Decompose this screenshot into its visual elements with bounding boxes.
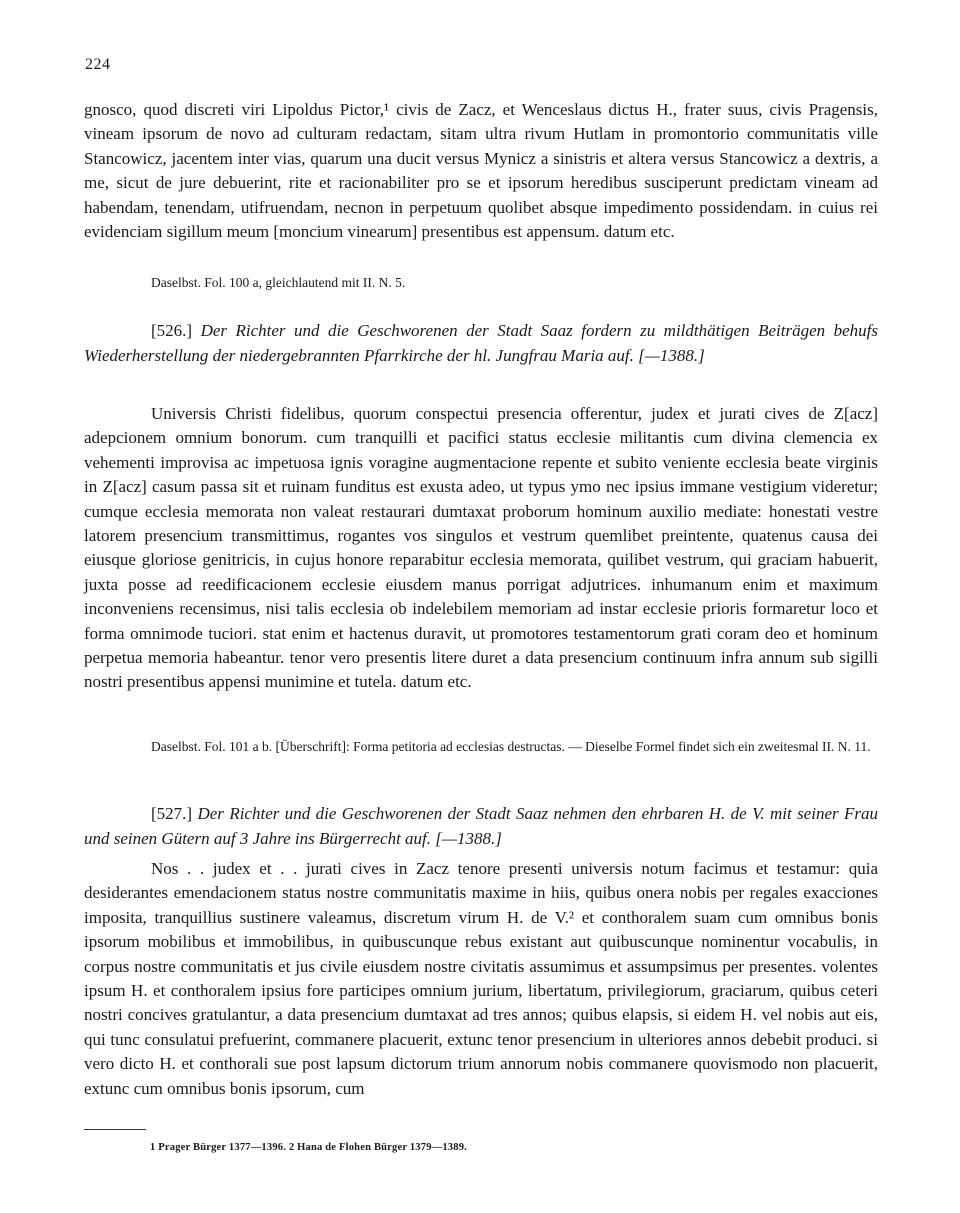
- heading-text: [84, 801, 878, 851]
- document-title: Der Richter und die Geschworenen der Stadt Saaz fordern zu mildthätigen Beiträgen behufs Wiederherstellung der niedergebrannten Pfarrkirche der hl. Jungfrau Maria auf. [—1388.]: [84, 321, 878, 365]
- source-note-text: Daselbst. Fol. 100 a, gleichlautend mit II. N. 5.: [151, 275, 406, 290]
- document-number: [527.]: [151, 804, 193, 823]
- document-text: Universis Christi fidelibus, quorum conspectui presencia offerentur, judex et jurati cives de Z[acz] adepcionem omnium bonorum. cum tranquilli et pacifici status ecclesie militantis cum divina clemencia ex vehementi improvisa ac impetuosa ignis voragine augmentacione repente et subito veniente ecclesia beate virginis in Z[acz] casum passa sit et ruinam funditus est exusta adeo, ut typus ymo nec ipsius immane vestigium videretur; cumque ecclesia memorata non valeat restaurari dumtaxat proborum hominum auxilio mediate: honestati vestre latorem presencium transmittimus, rogantes vos singulos et vestrum quemlibet preintente, quatenus causa dei eiusque gloriose genitricis, in cujus honore reparabitur ecclesia memorata, quilibet vestrum, qui graciam habuerit, juxta posse ad reedificacionem ecclesie eiusdem manus porrigat adjutrices. inhumanum enim et maximum inconveniens recensimus, nisi talis ecclesia ob indelebilem memoriam ad instar ecclesie prioris formaretur loco et forma omnimode tuciori. stat enim et hactenus duravit, ut promotores testamentorum grati coram deo et hominum perpetua memoria habeantur. tenor vero presentis litere duret a data presencium continuum infra annum sub sigilli nostri presentibus appensi munimine et tutela. datum etc.: [84, 404, 878, 692]
- document-527: [84, 857, 878, 1101]
- document-number: [526.]: [151, 321, 193, 340]
- source-note: [84, 272, 878, 293]
- source-note-text: Daselbst. Fol. 101 a b. [Überschrift]: Forma petitoria ad ecclesias destructas. — Dieselbe Formel findet sich ein zweitesmal II. N. 11.: [151, 739, 871, 754]
- heading-text: [84, 318, 878, 368]
- document-title: Der Richter und die Geschworenen der Stadt Saaz nehmen den ehrbaren H. de V. mit seiner Frau und seinen Gütern auf 3 Jahre ins Bürgerrecht auf. [—1388.]: [84, 804, 879, 848]
- footnote-divider: [84, 1129, 146, 1130]
- document-heading-527: [84, 801, 878, 851]
- document-continuation: [84, 98, 878, 244]
- page-number: 224: [85, 56, 111, 73]
- document-heading-526: [84, 318, 878, 368]
- document-text: gnosco, quod discreti viri Lipoldus Pictor,¹ civis de Zacz, et Wenceslaus dictus H., frater suus, civis Pragensis, vineam ipsorum de novo ad culturam redactam, sitam ultra rivum Hutlam in promontorio communitatis ville Stancowicz, jacentem inter vias, quarum una ducit versus Mynicz a sinistris et altera versus Stancowicz a dextris, a me, sicut de jure debuerint, rite et racionabiliter pro se et ipsorum heredibus susciperunt predictam vineam ad habendam, tenendam, utifruendam, necnon in perpetuum quolibet absque impedimento possidendam. in cuius rei evidenciam sigillum meum [moncium vinearum] presentibus est appensum. datum etc.: [84, 100, 878, 242]
- document-text: Nos . . judex et . . jurati cives in Zacz tenore presenti universis notum facimus et testamur: quia desiderantes emendacionem status nostre communitatis maxime in hiis, quibus onera nobis per regales exacciones imposita, tranquillius sustinere valeamus, discretum virum H. de V.² et conthoralem suam cum omnibus bonis ipsorum mobilibus et immobilibus, in quibuscunque rebus existant aut quibuscunque nominentur vocabulis, in corpus nostre communitatis et jus civile eiusdem nostre civitatis assumimus et assumpsimus per presentes. volentes ipsum H. et conthoralem ipsius fore participes omnium jurium, libertatum, privilegiorum, graciarum, quibus ceteri nostri concives gratulantur, a data presencium dumtaxat ad tres annos; quibus elapsis, si eidem H. vel nobis aut eis, qui tunc consulatui prefuerint, commanere placuerit, extunc tenor presencium in ulteriores annos debebit produci. si vero dicto H. et conthorali sue post lapsum dictorum trium annorum nobis commanere quovismodo non placuerit, extunc cum omnibus bonis ipsorum, cum: [84, 859, 878, 1098]
- source-note-526: [84, 736, 878, 757]
- footnotes: 1 Prager Bürger 1377—1396. 2 Hana de Flohen Bürger 1379—1389.: [150, 1142, 467, 1153]
- document-526: [84, 402, 878, 695]
